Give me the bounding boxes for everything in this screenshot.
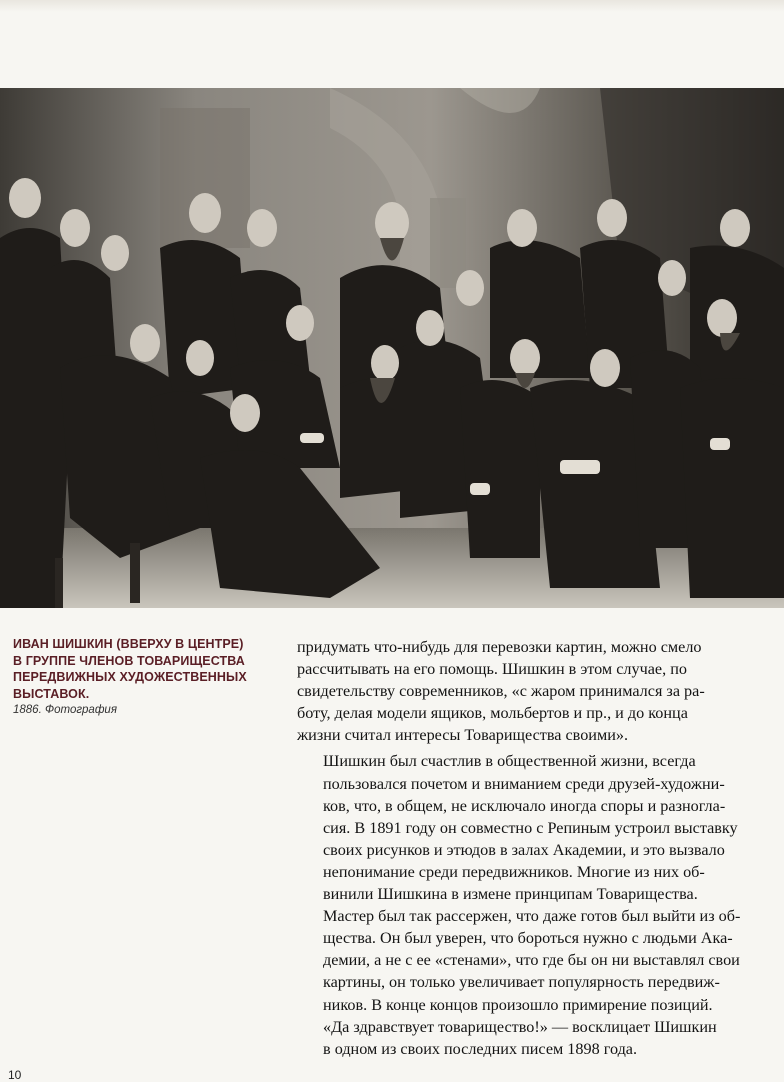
text-line: свидетельству современников, «с жаром принимался за ра-: [297, 682, 705, 701]
text-line: в одном из своих последних писем 1898 года.: [323, 1039, 638, 1058]
text-line: винили Шишкина в измене принципам Товарищества.: [323, 885, 698, 904]
page-top-edge: [0, 0, 784, 12]
text-line: непонимание среди передвижников. Многие из них об-: [323, 862, 705, 881]
caption-title-line: ИВАН ШИШКИН (ВВЕРХУ В ЦЕНТРЕ): [13, 637, 244, 651]
caption-title-line: ПЕРЕДВИЖНЫХ ХУДОЖЕСТВЕННЫХ: [13, 670, 247, 684]
caption-title: [13, 636, 273, 702]
text-line: боту, делая модели ящиков, мольбертов и пр., и до конца: [297, 704, 688, 723]
text-line: сия. В 1891 году он совместно с Репиным устроил выставку: [323, 818, 738, 837]
paragraph-2: [297, 750, 771, 1059]
text-line: придумать что-нибудь для перевозки картин, можно смело: [297, 638, 702, 656]
photo-caption: [13, 636, 273, 716]
text-line: пользовался почетом и вниманием среди друзей-художни-: [323, 774, 725, 793]
text-line: ников. В конце концов произошло примирение позиций.: [323, 995, 713, 1014]
text-line: картины, он только увеличивает популярность передвиж-: [323, 973, 720, 992]
caption-title-line: ВЫСТАВОК.: [13, 686, 90, 701]
caption-title-line: В ГРУППЕ ЧЛЕНОВ ТОВАРИЩЕСТВА: [13, 653, 245, 668]
text-line: щества. Он был уверен, что бороться нужно с людьми Ака-: [323, 929, 733, 948]
text-line: ков, что, в общем, не исключало иногда споры и разногла-: [323, 796, 726, 815]
text-line: жизни считал интересы Товарищества своими».: [297, 726, 629, 745]
text-line: Мастер был так рассержен, что даже готов был выйти из об-: [323, 907, 741, 926]
text-line: демии, а не с ее «стенами», что где бы он ни выставлял свои: [323, 951, 740, 970]
paragraph-1: [297, 636, 771, 746]
caption-subtitle: 1886. Фотография: [13, 704, 117, 716]
group-photograph-image: [0, 88, 784, 608]
page-number: 10: [8, 1068, 22, 1082]
text-line: рассчитывать на его помощь. Шишкин в этом случае, по: [297, 660, 687, 679]
text-line: «Да здравствует товарищество!» — восклицает Шишкин: [323, 1017, 717, 1036]
group-photograph: [0, 88, 784, 608]
text-line: Шишкин был счастлив в общественной жизни, всегда: [323, 752, 696, 771]
body-text: [297, 636, 771, 1060]
text-line: своих рисунков и этюдов в залах Академии, и это вызвало: [323, 840, 725, 859]
